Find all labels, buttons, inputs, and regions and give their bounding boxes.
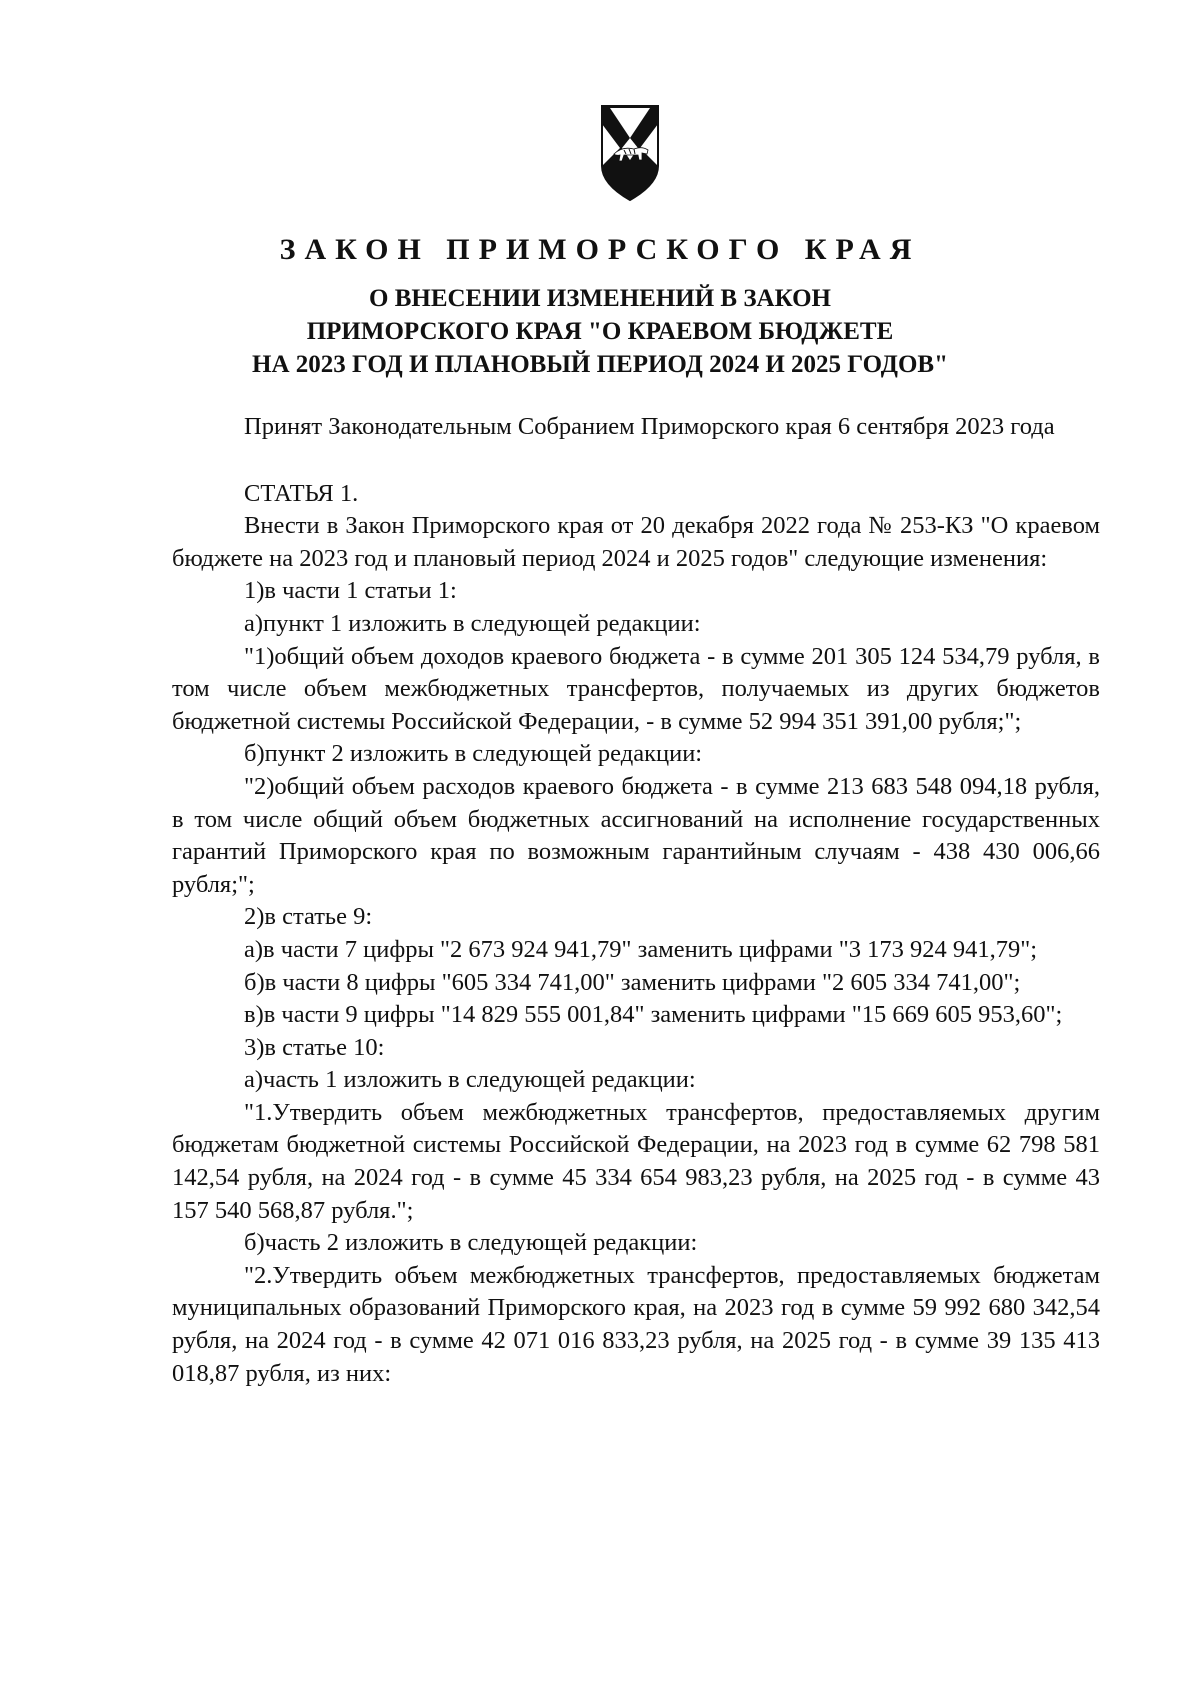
coat-of-arms-emblem [600,104,660,202]
document-body [172,411,1100,1390]
article-paragraph: 1)в части 1 статьи 1: [244,577,457,605]
article-paragraph: б)пункт 2 изложить в следующей редакции: [244,740,703,768]
law-title-line: О ВНЕСЕНИИ ИЗМЕНЕНИЙ В ЗАКОН [369,285,831,312]
article-paragraph: 3)в статье 10: [244,1033,385,1061]
article-paragraph: а)пункт 1 изложить в следующей редакции: [244,609,701,637]
article-paragraph: б)в части 8 цифры "605 334 741,00" заменить цифрами "2 605 334 741,00"; [244,968,1021,996]
adoption-statement: Принят Законодательным Собранием Приморского края 6 сентября 2023 года [244,413,1055,440]
article-paragraph: б)часть 2 изложить в следующей редакции: [244,1229,698,1257]
law-title-line: НА 2023 ГОД И ПЛАНОВЫЙ ПЕРИОД 2024 И 2025 ГОДОВ" [252,351,948,378]
law-type-heading: ЗАКОН ПРИМОРСКОГО КРАЯ [279,233,921,266]
article-paragraph: "1)общий объем доходов краевого бюджета - в сумме 201 305 124 534,79 рубля, в том числе объем межбюджетных трансфертов, получаемых из других бюджетов бюджетной системы Российской Федерации, - в сумме 52 994 351 391,00 рубля;"; [172,642,1100,735]
article-heading: СТАТЬЯ 1. [244,479,359,507]
article-paragraph: "2)общий объем расходов краевого бюджета - в сумме 213 683 548 094,18 рубля, в том числе общий объем бюджетных ассигнований на исполнение государственных гарантий Приморского края по возможным гарантийным случаям - 438 430 006,66 рубля;"; [172,772,1100,898]
article-paragraph: "2.Утвердить объем межбюджетных трансфертов, предоставляемых бюджетам муниципальных образований Приморского края, на 2023 год в сумме 59 992 680 342,54 рубля, на 2024 год - в сумме 42 071 016 833,23 рубля, на 2025 год - в сумме 39 135 413 018,87 рубля, из них: [172,1261,1100,1387]
article-paragraph: в)в части 9 цифры "14 829 555 001,84" заменить цифрами "15 669 605 953,60"; [244,1001,1063,1029]
article-paragraph: а)в части 7 цифры "2 673 924 941,79" заменить цифрами "3 173 924 941,79"; [244,935,1038,963]
article-paragraph: а)часть 1 изложить в следующей редакции: [244,1066,696,1094]
article-paragraph: Внести в Закон Приморского края от 20 декабря 2022 года № 253-КЗ "О краевом бюджете на 2023 год и плановый период 2024 и 2025 годов" следующие изменения: [172,512,1100,572]
law-title [0,282,1200,381]
article-paragraph: 2)в статье 9: [244,903,373,931]
law-title-line: ПРИМОРСКОГО КРАЯ "О КРАЕВОМ БЮДЖЕТЕ [306,318,894,345]
article-paragraph: "1.Утвердить объем межбюджетных трансфертов, предоставляемых другим бюджетам бюджетной системы Российской Федерации, на 2023 год в сумме 62 798 581 142,54 рубля, на 2024 год - в сумме 45 334 654 983,23 рубля, на 2025 год - в сумме 43 157 540 568,87 рубля."; [172,1098,1100,1224]
